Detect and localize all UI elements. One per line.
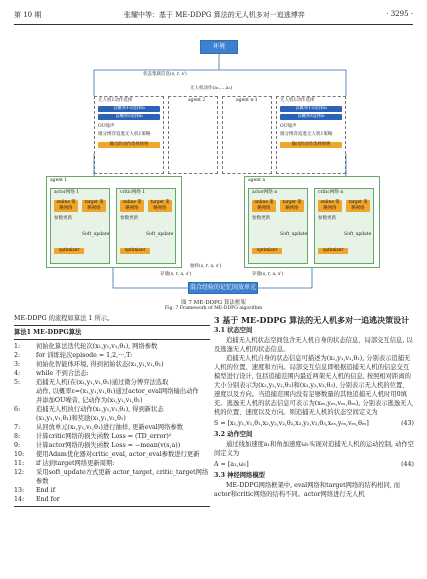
- action-rule-n: 输出的动作选择规则: [280, 142, 342, 148]
- algo-line-text: 从回放单元(x₁,y₁,v₁,θ₁)进行抽样, 更新eval网络参数: [36, 424, 183, 431]
- epsilon-row-1: 以概率1-ε选择aₜ: [98, 106, 160, 112]
- subsection-3-1: 3.1 状态空间: [214, 327, 253, 334]
- agent-n-label: agent n: [248, 178, 266, 183]
- algo-mid-rule: [14, 339, 210, 340]
- critic-1-optimizer: optimizer: [120, 248, 150, 254]
- algo-line-number: 7:: [14, 424, 21, 431]
- algo-line-text: 计算actor网络的损失函数 Loss = −mean(v(s,a)): [36, 442, 181, 449]
- subsection-3-2: 3.2 动作空间: [214, 431, 253, 438]
- critic-n-online: online 策略网络: [318, 200, 342, 212]
- algo-line-number: [14, 396, 30, 405]
- epsilon-row-n-1: 以概率1-ε选择aₜ: [280, 106, 342, 112]
- algo-line: [14, 360, 210, 369]
- right-column: [214, 314, 414, 499]
- algo-line-number: [14, 414, 30, 423]
- action-rule: 输出的动作选择规则: [98, 142, 160, 148]
- algo-line: [14, 468, 210, 486]
- drone-1-title: 无人机1动作选择: [98, 98, 133, 103]
- actor-n-online: online 策略网络: [252, 200, 276, 212]
- algo-line: [14, 369, 210, 378]
- algo-line: [14, 459, 210, 468]
- algo-line-number: 14:: [14, 496, 25, 503]
- algo-line: [14, 387, 210, 396]
- algo-line-text: 追捕无人机(在(x₁,y₁,v₁,θ₁)通过微分博弈法选取: [36, 379, 169, 386]
- equation-43-body: S = [x₁,y₁,v₁,θ₁,x₂,y₂,v₂,θ₂,x₃,y₃,v₃,θ₃,xₑₛ,yₑₛ,vₑₛ,θₑₛ]: [214, 420, 369, 427]
- policy-label: 微分博弈追逃无人机1策略: [98, 132, 151, 137]
- paragraph-1: 追捕无人机状态空间包含无人机自身的状态信息、局部交互信息, 以及逃逸无人机的状态信息。: [214, 337, 413, 353]
- algo-line: [14, 414, 210, 423]
- equation-43-number: (43): [401, 420, 414, 427]
- algo-line-text: End if: [36, 487, 56, 494]
- critic-n-title: critic网络 n: [318, 190, 344, 195]
- algo-line-text: 并添加OU噪音, 记动作为(x₁,y₁,v₁,θ₁): [36, 397, 143, 404]
- critic-n-update: 参数更新: [318, 216, 336, 221]
- algo-line-text: 使用Adam优化器对critic_eval, actor_eval参数进行更新: [36, 451, 200, 458]
- algo-line: [14, 342, 210, 351]
- running-header: [14, 10, 413, 22]
- header-rule: [14, 24, 413, 25]
- algo-line-text: 计算critic网络的损失函数 Loss = (TD_error)²: [36, 433, 172, 440]
- figure-caption-cn: 图 7 ME-DDPG 算法框架: [181, 300, 246, 306]
- actor-1-update: 参数更新: [54, 216, 72, 221]
- algo-bottom-rule: [14, 506, 210, 507]
- algo-line-number: 4:: [14, 370, 21, 377]
- agent-2-title: agent 2: [188, 98, 206, 103]
- equation-44: [214, 460, 414, 469]
- algo-top-rule: [14, 325, 210, 326]
- algo-line: [14, 378, 210, 387]
- algo-line-text: 动作, 以概率ε=(x₁,y₁,v₁,θ₁)通过actor_eval网络输出动作: [36, 388, 199, 395]
- algo-line: [14, 396, 210, 405]
- algo-line-number: 11:: [14, 460, 25, 467]
- algo-line-text: for 训练轮次episode = 1,2,···,T:: [36, 352, 133, 359]
- store-left-label: 存储(s, r, a, s'): [160, 272, 192, 277]
- algo-line-number: 8:: [14, 433, 21, 440]
- actor-1-target: target 策略网络: [82, 200, 106, 212]
- agentn-to-pool: [258, 268, 312, 288]
- critic-1-title: critic网络 1: [120, 190, 146, 195]
- algo-line: [14, 486, 210, 495]
- critic-1-target: target 策略网络: [148, 200, 172, 212]
- actor-1-soft-update: Soft_update: [82, 232, 110, 237]
- algo-line: [14, 423, 210, 432]
- algo-line-text: while 不到合法态:: [36, 370, 89, 377]
- store-right-label: 存储(s, r, a, s'): [252, 272, 284, 277]
- algo-line-number: [14, 387, 30, 396]
- algo-line-text: 初始化算法迭代轮次(x₁,y₁,v₁,θ₁), 网络参数: [36, 343, 158, 350]
- subsection-3-3: 3.3 神经网络模型: [214, 472, 265, 479]
- page-number: · 3295 ·: [386, 10, 413, 18]
- algo-line-text: 追捕无人机执行动作(x₁,y₁,v₁,θ₁), 得到新状态: [36, 406, 164, 413]
- epsilon-row-n-2: 以概率ε选择aₜ: [280, 114, 342, 120]
- critic-n-soft-update: Soft_update: [344, 232, 372, 237]
- joint-action-label: 无人机动作(a₁,...,aₙ): [190, 86, 233, 91]
- figure-caption-en: Fig. 7 Framework of ME-DDPG algorithm: [164, 306, 263, 311]
- ou-noise-label: OU噪声: [98, 124, 115, 129]
- agent-1-label: agent 1: [50, 178, 68, 183]
- actor-n-title: actor网络 n: [252, 190, 278, 195]
- actor-1-title: actor网络 1: [54, 190, 80, 195]
- environment-box: 环境: [200, 40, 238, 54]
- algo-line-number: 12:: [14, 469, 25, 476]
- figure-7: [40, 36, 386, 301]
- agent1-to-pool: [113, 268, 188, 288]
- paragraph-2: 追捕无人机自身的状态信息可描述为(x₁,y₁,v₁,θ₁), 分别表示追捕无人机的位置、速度和方向。局部交互信息即根据追捕无人机的信息交互模型进行设计, 包括追捕范围内最近两架无人机的信息, 按照相对距离的大小分别表示为(x₂,y₂,v₂,θ₂)和(x₃,y₃,v₃,θ₃), 分别表示无人机的位置、速度以及方向。当追捕范围内没有足够数量的其他追捕无人机时用0填充。逃逸无人机的状态信息可表示为(xₑₛ,yₑₛ,vₑₛ,θₑₛ), 分别表示逃逸无人机的位置、速度以及方向。则追捕无人机的状态空间定义为: [214, 355, 413, 416]
- actor-n-target: target 策略网络: [280, 200, 304, 212]
- critic-n-optimizer: optimizer: [318, 248, 348, 254]
- running-title: 张耀中等：基于 ME-DDPG 算法的无人机多对一追逃博弈: [124, 11, 305, 19]
- algo-line: [14, 432, 210, 441]
- algo-line-number: 1:: [14, 343, 21, 350]
- algo-line: [14, 450, 210, 459]
- critic-1-soft-update: Soft_update: [146, 232, 174, 237]
- critic-1-online: online 策略网络: [120, 200, 144, 212]
- algo-line: [14, 441, 210, 450]
- algo-line-number: 5:: [14, 379, 21, 386]
- paragraph-3: 通过线加速度a₁和角加速度ω₁实现对追捕无人机的运动控制, 动作空间定义为: [214, 441, 414, 457]
- algo-line: [14, 495, 210, 504]
- algo-line: [14, 351, 210, 360]
- actor-1-optimizer: optimizer: [54, 248, 84, 254]
- algo-line-number: 10:: [14, 451, 25, 458]
- algo-line-text: if 达到target网络更新周期:: [36, 460, 115, 467]
- paragraph-4: ME-DDPG网络框架中, eval网络和target网络的结构相同, 而actor和critic网络的结构不同。actor网络进行无人机: [214, 482, 401, 498]
- algo-line-number: 3:: [14, 361, 21, 368]
- algo-line: [14, 405, 210, 414]
- algo-line-number: 9:: [14, 442, 21, 449]
- state-to-agent1: [94, 70, 219, 96]
- algo-title: 算法1 ME-DDPG算法: [14, 329, 82, 336]
- equation-44-body: A = [a₁,ω₁]: [214, 461, 249, 468]
- algo-line-text: 采用soft_update方式更新 actor_target, critic_target网络参数: [36, 469, 209, 485]
- policy-label-n: 微分博弈追逃无人机1策略: [280, 132, 333, 137]
- mixed-memory-pool: 混合经验的记忆回放单元(2): [189, 284, 256, 301]
- actor-n-optimizer: optimizer: [252, 248, 282, 254]
- state-to-agentn: [219, 70, 346, 96]
- epsilon-row-2: 以概率ε选择aₜ: [98, 114, 160, 120]
- equation-43: [214, 419, 414, 428]
- critic-n-target: target 策略网络: [346, 200, 370, 212]
- algo-line-number: 6:: [14, 406, 21, 413]
- algo-line-text: End for: [36, 496, 60, 503]
- joint-state-label: 状态集联信息(s, r, s'): [143, 72, 187, 77]
- algo-line-number: 2:: [14, 352, 21, 359]
- actor-1-online: online 策略网络: [54, 200, 78, 212]
- sample-label: 抽样(s, r, a, s'): [190, 264, 222, 269]
- issue-number: 第 10 期: [14, 11, 42, 19]
- algo-line-text: 初始化智能体环境, 得到初始状态(x₁,y₁,v₁,θ₁): [36, 361, 164, 368]
- algo-line-number: 13:: [14, 487, 25, 494]
- left-column: [14, 314, 210, 509]
- algo-line-text: (x₁,y₁,v₁,θ₁)和奖励(x₁,y₁,v₁,θ₁): [36, 415, 126, 422]
- actor-n-update: 参数更新: [252, 216, 270, 221]
- equation-44-number: (44): [401, 461, 414, 468]
- figure-connectors: [40, 36, 386, 301]
- critic-1-update: 参数更新: [120, 216, 138, 221]
- algo-intro: ME-DDPG 的流程如算法 1 所示。: [14, 315, 114, 322]
- ou-noise-label-n: OU噪声: [280, 124, 297, 129]
- section-3-heading: 3 基于 ME-DDPG 算法的无人机多对一追逃决策设计: [214, 315, 410, 325]
- drone-n-title: 无人机1动作选择: [280, 98, 315, 103]
- agent-n-1-title: agent n-1: [236, 98, 258, 103]
- actor-n-soft-update: Soft_update: [280, 232, 308, 237]
